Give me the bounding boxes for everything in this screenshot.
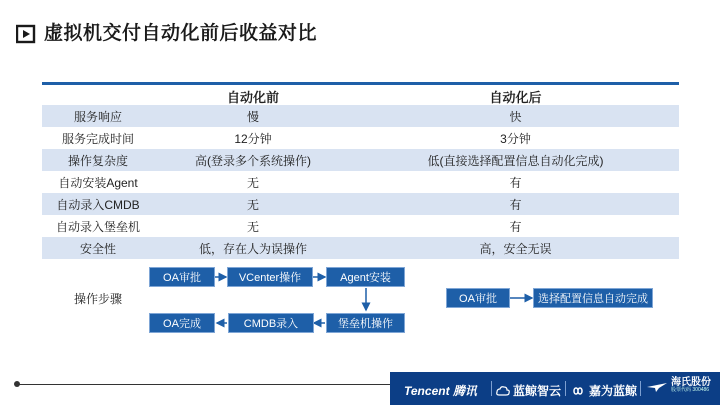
- step-vcenter: VCenter操作: [227, 267, 313, 287]
- after-value: 高，安全无误: [479, 241, 552, 256]
- row-label: 服务响应: [73, 109, 122, 124]
- table-row: [42, 237, 679, 259]
- step-oa-approval-before: OA审批: [149, 267, 215, 287]
- before-value: 低，存在人为误操作: [198, 241, 307, 256]
- footer-separator: [491, 381, 492, 396]
- row-label: 自动录入CMDB: [56, 197, 140, 212]
- step-bastion: 堡垒机操作: [326, 313, 405, 333]
- infinity-icon: [570, 385, 586, 397]
- table-row: [42, 215, 679, 237]
- table-row: [42, 105, 679, 127]
- step-auto-complete: 选择配置信息自动完成: [533, 288, 653, 308]
- cloud-icon: [496, 385, 510, 397]
- play-icon: [16, 24, 36, 44]
- before-value: 高(登录多个系统操作): [195, 153, 311, 168]
- table-row: [42, 193, 679, 215]
- table-row: [42, 149, 679, 171]
- step-cmdb-entry: CMDB录入: [228, 313, 314, 333]
- after-value: 有: [509, 175, 522, 190]
- steps-label: 操作步骤: [73, 292, 122, 306]
- footer-separator: [565, 381, 566, 396]
- page-title: 虚拟机交付自动化前后收益对比: [44, 23, 318, 44]
- step-oa-approval-after: OA审批: [446, 288, 510, 308]
- row-label: 服务完成时间: [61, 131, 134, 146]
- before-value: 无: [246, 175, 259, 190]
- footer-line: [18, 384, 390, 385]
- row-label: 安全性: [79, 241, 116, 256]
- before-value: 12分钟: [234, 131, 272, 146]
- step-oa-complete: OA完成: [149, 313, 215, 333]
- header-cell: 自动化前: [226, 89, 279, 105]
- plane-icon: [646, 379, 668, 393]
- table-row: [42, 127, 679, 149]
- row-label: 自动录入堡垒机: [55, 219, 140, 234]
- before-value: 无: [246, 219, 259, 234]
- step-agent-install: Agent安装: [326, 267, 405, 287]
- table-header-row: [42, 85, 679, 107]
- before-value: 慢: [246, 109, 259, 124]
- row-label: 自动安装Agent: [58, 175, 138, 190]
- header-cell: 自动化后: [489, 89, 542, 105]
- after-value: 有: [509, 219, 522, 234]
- after-value: 有: [509, 197, 522, 212]
- table-row: [42, 171, 679, 193]
- bluking-logo: 蓝鲸智云: [496, 382, 561, 399]
- before-value: 无: [246, 197, 259, 212]
- tencent-logo: Tencent 腾讯: [404, 384, 477, 398]
- after-value: 3分钟: [500, 131, 531, 146]
- after-value: 快: [509, 109, 522, 124]
- row-label: 操作复杂度: [67, 153, 128, 168]
- after-value: 低(直接选择配置信息自动化完成): [427, 153, 604, 168]
- haishi-logo: 海氏股份 股票代码 300486: [646, 378, 711, 393]
- footer-separator: [640, 381, 641, 396]
- canway-logo: 嘉为蓝鲸: [570, 382, 637, 399]
